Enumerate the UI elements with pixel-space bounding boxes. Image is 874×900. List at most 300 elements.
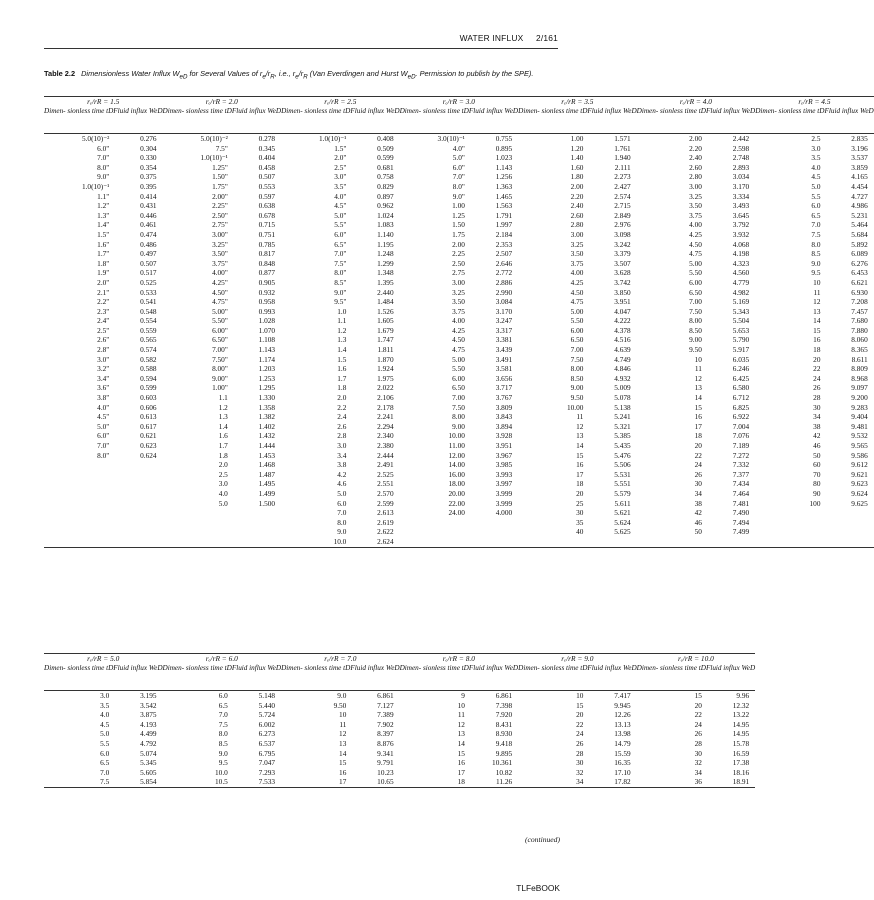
time-cell: 42 [813, 431, 821, 441]
influx-cell: 0.848 [258, 258, 276, 268]
table-row [44, 297, 874, 307]
influx-cell: 13.98 [614, 729, 631, 739]
time-cell: 8.5 [811, 249, 821, 259]
influx-cell: 3.379 [614, 249, 631, 259]
influx-cell: 1.465 [495, 191, 513, 201]
time-cell: 7.5 [218, 719, 228, 729]
influx-cell: 1.382 [258, 412, 276, 422]
influx-cell: 2.294 [377, 421, 394, 431]
time-cell: 10.00 [448, 431, 465, 441]
time-cell: 6.0 [811, 201, 821, 211]
influx-cell: 0.574 [140, 345, 157, 355]
influx-cell: 0.375 [140, 172, 157, 182]
time-cell: 1.60 [570, 162, 584, 172]
influx-cell: 0.553 [258, 181, 276, 191]
influx-cell: 1.299 [377, 258, 394, 268]
influx-cell: 0.278 [258, 134, 276, 143]
influx-cell: 9.341 [377, 748, 394, 758]
influx-cell: 2.184 [495, 229, 513, 239]
time-cell: 2.0 [218, 460, 228, 470]
influx-cell: 4.727 [851, 191, 868, 201]
time-cell: 20 [813, 354, 821, 364]
time-cell: 2.75 [452, 268, 465, 278]
influx-cell: 7.457 [851, 306, 868, 316]
influx-cell [113, 499, 162, 509]
influx-cell: 7.332 [732, 460, 750, 470]
time-cell: 4.00 [689, 220, 702, 230]
influx-cell: 3.967 [495, 450, 513, 460]
time-cell: 1.7 [218, 441, 228, 450]
time-cell: 3.50" [212, 249, 228, 259]
time-cell [163, 527, 232, 537]
time-cell [44, 479, 113, 489]
table-row [44, 768, 755, 778]
influx-cell: 6.861 [377, 691, 394, 700]
influx-cell: 3.932 [732, 229, 750, 239]
influx-cell [469, 518, 518, 528]
influx-cell: 0.541 [140, 297, 157, 307]
time-cell: 11 [813, 287, 821, 297]
time-cell: 14 [339, 748, 347, 758]
time-cell: 7.00 [452, 393, 465, 403]
time-column-header: Dimen- sionless time tD [637, 664, 706, 691]
time-cell: 2.25 [452, 249, 465, 259]
influx-cell: 0.958 [258, 297, 276, 307]
influx-cell: 1.605 [377, 316, 394, 326]
time-cell: 6.50 [452, 383, 465, 393]
influx-cell: 7.272 [732, 450, 750, 460]
time-cell: 8.00 [570, 364, 584, 374]
time-cell: 8.00 [689, 316, 702, 326]
time-cell: 10 [813, 277, 821, 287]
time-cell: 6.00 [689, 277, 702, 287]
influx-cell: 6.825 [732, 402, 750, 412]
time-cell: 4.75" [212, 297, 228, 307]
time-cell: 9.0 [811, 258, 821, 268]
time-cell: 5.00 [689, 258, 702, 268]
influx-cell: 0.623 [140, 441, 157, 450]
influx-cell: 5.476 [614, 450, 631, 460]
time-cell: 4.5" [97, 412, 110, 422]
influx-cell: 2.241 [377, 412, 394, 422]
influx-cell: 1.468 [258, 460, 276, 470]
time-cell: 4.5" [334, 201, 347, 211]
influx-cell: 1.997 [495, 220, 513, 230]
influx-cell [113, 470, 162, 480]
time-cell: 90 [813, 488, 821, 498]
time-cell: 2.2 [337, 402, 347, 412]
influx-cell: 2.444 [377, 450, 394, 460]
influx-cell: 4.323 [732, 258, 750, 268]
time-cell: 8.5" [334, 277, 347, 287]
influx-cell [706, 537, 755, 547]
time-cell: 38 [694, 498, 702, 508]
table-row [44, 422, 874, 432]
time-cell: 9.50 [570, 393, 584, 403]
time-cell: 4.25 [689, 229, 702, 239]
influx-cell: 6.425 [732, 373, 750, 383]
group-header: rₑ/rR = 3.0 [400, 97, 519, 108]
influx-cell [113, 527, 162, 537]
time-cell [755, 508, 824, 518]
time-cell: 34 [694, 488, 702, 498]
time-cell: 2.6 [337, 421, 347, 431]
influx-cell: 1.256 [495, 172, 513, 182]
table-row [44, 268, 874, 278]
influx-cell: 7.208 [851, 297, 868, 307]
table-row [44, 153, 874, 163]
time-cell: 3.50 [570, 249, 584, 259]
group-header: rₑ/rR = 7.0 [281, 654, 400, 665]
time-cell: 2.80 [689, 172, 702, 182]
influx-cell: 1.174 [258, 354, 276, 364]
influx-cell: 3.928 [495, 431, 513, 441]
influx-cell: 7.004 [732, 421, 750, 431]
influx-cell: 1.811 [377, 345, 394, 355]
time-cell: 1.00 [452, 201, 465, 211]
influx-cell: 0.895 [495, 143, 513, 153]
time-cell: 36 [637, 777, 706, 787]
time-cell: 17 [281, 777, 350, 787]
table-row [44, 441, 874, 451]
time-cell: 17 [457, 767, 465, 777]
time-column-header: Dimen- sionless time tD [163, 107, 232, 134]
influx-column-header: Fluid influx WeD [587, 664, 636, 691]
influx-cell: 4.560 [732, 268, 750, 278]
time-cell: 4.5 [100, 719, 110, 729]
time-cell: 9.0 [337, 527, 347, 537]
influx-cell: 7.533 [232, 777, 281, 787]
time-cell: 1.75" [212, 181, 228, 191]
table-row [44, 259, 874, 269]
influx-cell [824, 508, 873, 518]
table-row [44, 192, 874, 202]
time-cell: 4.75 [689, 249, 702, 259]
time-cell: 7.0" [97, 153, 110, 163]
group-header: rₑ/rR = 4.5 [755, 97, 874, 108]
influx-cell: 0.507 [140, 258, 157, 268]
time-cell: 26 [576, 738, 584, 748]
influx-cell: 9.586 [851, 450, 868, 460]
time-cell: 3.00 [689, 181, 702, 191]
time-cell: 24 [813, 373, 821, 383]
table-row [44, 508, 874, 518]
time-cell [755, 518, 824, 528]
table-row [44, 374, 874, 384]
time-cell: 1.00" [212, 383, 228, 393]
time-cell: 3.0 [337, 441, 347, 450]
time-cell: 3.0" [97, 354, 110, 364]
time-cell: 2.5" [97, 325, 110, 335]
influx-cell: 2.715 [614, 201, 631, 211]
influx-cell: 4.516 [614, 335, 631, 345]
time-cell: 9.0 [337, 691, 347, 700]
influx-cell: 2.022 [377, 383, 394, 393]
time-cell: 9.00" [212, 373, 228, 383]
time-cell: 2.0" [97, 277, 110, 287]
table-row [44, 710, 755, 720]
time-cell: 7.0 [218, 710, 228, 720]
influx-cell: 16.59 [732, 748, 750, 758]
influx-cell: 3.999 [495, 498, 513, 508]
influx-cell: 5.504 [732, 316, 750, 326]
time-cell: 6.00" [212, 325, 228, 335]
influx-cell: 8.431 [495, 719, 513, 729]
influx-cell: 0.548 [140, 306, 157, 316]
influx-cell: 15.78 [732, 738, 750, 748]
time-cell: 2.00" [212, 191, 228, 201]
influx-cell: 1.028 [258, 316, 276, 326]
influx-cell: 0.474 [140, 229, 157, 239]
table-row [44, 355, 874, 365]
time-cell: 5.5 [811, 191, 821, 201]
time-cell: 35 [576, 517, 584, 527]
influx-cell: 5.854 [113, 777, 162, 787]
table-row [44, 249, 874, 259]
influx-cell: 10.361 [492, 758, 513, 768]
time-cell: 1.4 [218, 421, 228, 431]
time-cell: 20 [576, 710, 584, 720]
influx-cell: 0.817 [258, 249, 276, 259]
influx-cell: 4.000 [495, 508, 513, 518]
time-cell: 12 [813, 297, 821, 307]
influx-cell: 3.894 [495, 421, 513, 431]
influx-cell: 6.002 [258, 719, 276, 729]
influx-cell: 7.481 [732, 498, 750, 508]
influx-cell: 3.542 [140, 700, 157, 710]
influx-cell: 11.26 [469, 777, 518, 787]
time-cell: 9.00 [570, 383, 584, 393]
influx-cell: 14.95 [732, 729, 750, 739]
time-cell: 9.50 [689, 345, 702, 355]
time-cell: 1.5" [334, 143, 347, 153]
influx-cell: 9.895 [495, 748, 513, 758]
time-cell: 8.0 [218, 729, 228, 739]
influx-cell: 3.859 [851, 162, 868, 172]
influx-cell: 0.785 [258, 239, 276, 249]
time-cell: 4.00 [570, 268, 584, 278]
influx-cell: 2.886 [495, 277, 513, 287]
influx-cell: 4.749 [614, 354, 631, 364]
time-cell [400, 518, 469, 528]
influx-cell: 9.624 [851, 488, 868, 498]
influx-cell: 5.551 [614, 479, 631, 489]
time-cell: 5.0 [218, 498, 228, 508]
time-cell [637, 537, 706, 547]
influx-column-header: Fluid influx WeD [232, 107, 281, 134]
time-cell: 14 [457, 738, 465, 748]
time-cell: 13 [813, 306, 821, 316]
time-cell: 2.00 [570, 181, 584, 191]
time-cell: 3.25 [689, 191, 702, 201]
table-row [44, 758, 755, 768]
table-row [44, 220, 874, 230]
page-number: 2/161 [536, 33, 558, 43]
time-cell: 32 [576, 767, 584, 777]
time-cell: 7.50 [570, 354, 584, 364]
influx-cell: 1.070 [258, 325, 276, 335]
influx-cell: 7.398 [495, 700, 513, 710]
influx-cell: 6.712 [732, 393, 750, 403]
group-header: rₑ/rR = 9.0 [518, 654, 637, 665]
time-cell [163, 508, 232, 518]
time-cell: 3.8" [97, 393, 110, 403]
time-cell: 14 [576, 441, 584, 450]
influx-cell: 9.404 [851, 412, 868, 422]
time-cell: 2.2" [97, 297, 110, 307]
influx-cell: 16.35 [614, 758, 631, 768]
influx-cell: 8.809 [851, 364, 868, 374]
influx-cell: 9.565 [851, 441, 868, 450]
time-cell: 1.25" [212, 162, 228, 172]
time-cell: 5.00 [570, 306, 584, 316]
time-cell: 7.00 [570, 345, 584, 355]
time-cell: 3.0(10)⁻¹ [437, 134, 465, 143]
influx-cell: 3.581 [495, 364, 513, 374]
time-cell: 34 [518, 777, 587, 787]
time-cell: 8.00" [212, 364, 228, 374]
influx-cell: 4.932 [614, 373, 631, 383]
influx-cell: 0.993 [258, 306, 276, 316]
time-cell: 16 [339, 767, 347, 777]
time-cell: 18 [813, 345, 821, 355]
time-cell: 1.4 [337, 345, 347, 355]
time-cell [44, 499, 113, 509]
time-cell: 8.0" [97, 450, 110, 460]
influx-cell: 14.95 [732, 719, 750, 729]
time-cell: 1.7" [97, 249, 110, 259]
time-cell: 3.2" [97, 364, 110, 374]
influx-cell: 0.525 [140, 277, 157, 287]
time-cell: 3.50 [452, 297, 465, 307]
influx-cell: 2.353 [495, 239, 513, 249]
influx-cell: 13.13 [614, 719, 631, 729]
table-row [44, 211, 874, 221]
influx-cell: 2.106 [377, 393, 394, 403]
influx-cell: 5.605 [140, 767, 157, 777]
time-cell: 2.5" [334, 162, 347, 172]
influx-cell [469, 537, 518, 547]
influx-cell: 17.38 [732, 758, 750, 768]
influx-cell: 0.554 [140, 316, 157, 326]
time-cell: 5.0 [811, 181, 821, 191]
influx-cell: 2.111 [614, 162, 631, 172]
time-cell: 5.00 [452, 354, 465, 364]
time-cell: 3.75 [689, 210, 702, 220]
time-cell [163, 537, 232, 547]
time-cell: 4.0 [218, 488, 228, 498]
influx-cell: 0.681 [377, 162, 394, 172]
time-cell: 24 [576, 729, 584, 739]
influx-cell: 0.458 [258, 162, 276, 172]
time-cell: 5.50 [452, 364, 465, 374]
influx-cell: 0.597 [258, 191, 276, 201]
time-cell: 11 [694, 364, 702, 374]
influx-cell: 2.570 [377, 488, 394, 498]
time-cell: 50 [694, 527, 702, 537]
time-cell: 2.60 [570, 210, 584, 220]
influx-cell: 2.976 [614, 220, 631, 230]
influx-cell: 7.880 [851, 325, 868, 335]
time-cell: 6.0" [334, 229, 347, 239]
influx-cell: 1.402 [258, 421, 276, 431]
time-cell: 1.1 [218, 393, 228, 403]
influx-column-header: Fluid influx WeD [350, 107, 399, 134]
influx-column-header: Fluid influx WeD [469, 664, 518, 691]
influx-cell: 0.829 [377, 181, 394, 191]
time-cell: 9.0" [334, 287, 347, 297]
time-cell: 11 [457, 710, 465, 720]
influx-cell: 2.525 [377, 469, 394, 479]
time-cell: 11 [576, 412, 584, 422]
influx-cell: 5.074 [140, 748, 157, 758]
influx-cell: 8.611 [851, 354, 868, 364]
time-cell: 24 [694, 460, 702, 470]
influx-cell: 1.563 [495, 201, 513, 211]
time-cell: 1.4" [97, 220, 110, 230]
time-cell: 8.00 [452, 412, 465, 422]
influx-cell: 9.96 [736, 691, 750, 700]
influx-cell: 0.533 [140, 287, 157, 297]
influx-cell: 4.165 [851, 172, 868, 182]
influx-cell: 9.481 [851, 421, 868, 431]
influx-cell: 7.389 [377, 710, 394, 720]
table-row [44, 144, 874, 154]
table-row [44, 172, 874, 182]
influx-cell: 2.273 [614, 172, 631, 182]
influx-cell: 3.170 [732, 181, 750, 191]
time-cell: 3.25 [452, 287, 465, 297]
influx-cell: 9.625 [851, 498, 868, 508]
time-cell: 16 [576, 460, 584, 470]
influx-cell: 2.624 [350, 537, 399, 547]
time-cell: 1.0(10)⁻¹ [319, 134, 347, 143]
time-cell: 17 [694, 421, 702, 431]
time-cell: 12 [457, 719, 465, 729]
influx-cell: 0.638 [258, 201, 276, 211]
influx-cell: 2.599 [377, 498, 394, 508]
table-row [44, 393, 874, 403]
table-row [44, 739, 755, 749]
influx-cell: 5.464 [851, 220, 868, 230]
time-cell: 28 [576, 748, 584, 758]
influx-cell: 2.622 [377, 527, 394, 537]
group-header: rₑ/rR = 2.0 [163, 97, 282, 108]
time-cell: 100 [809, 498, 821, 508]
time-cell: 2.4 [337, 412, 347, 422]
influx-column-header: Fluid influx WeD [113, 664, 162, 691]
influx-cell: 8.365 [851, 345, 868, 355]
time-cell: 5.0" [452, 153, 465, 163]
influx-cell: 0.621 [140, 431, 157, 441]
time-cell: 9.0" [452, 191, 465, 201]
time-cell: 3.00" [212, 229, 228, 239]
influx-cell: 3.439 [495, 345, 513, 355]
influx-cell: 7.076 [732, 431, 750, 441]
table-row [44, 470, 874, 480]
time-cell: 20.00 [448, 488, 465, 498]
group-header: rₑ/rR = 5.0 [44, 654, 163, 665]
time-cell: 8.0" [97, 162, 110, 172]
time-cell: 1.40 [570, 153, 584, 163]
time-cell: 4.50" [212, 287, 228, 297]
influx-cell: 1.940 [614, 153, 631, 163]
influx-cell: 5.345 [140, 758, 157, 768]
time-cell: 1.0 [337, 306, 347, 316]
time-cell: 30 [576, 758, 584, 768]
influx-cell: 5.506 [614, 460, 631, 470]
time-cell: 4.0 [811, 162, 821, 172]
